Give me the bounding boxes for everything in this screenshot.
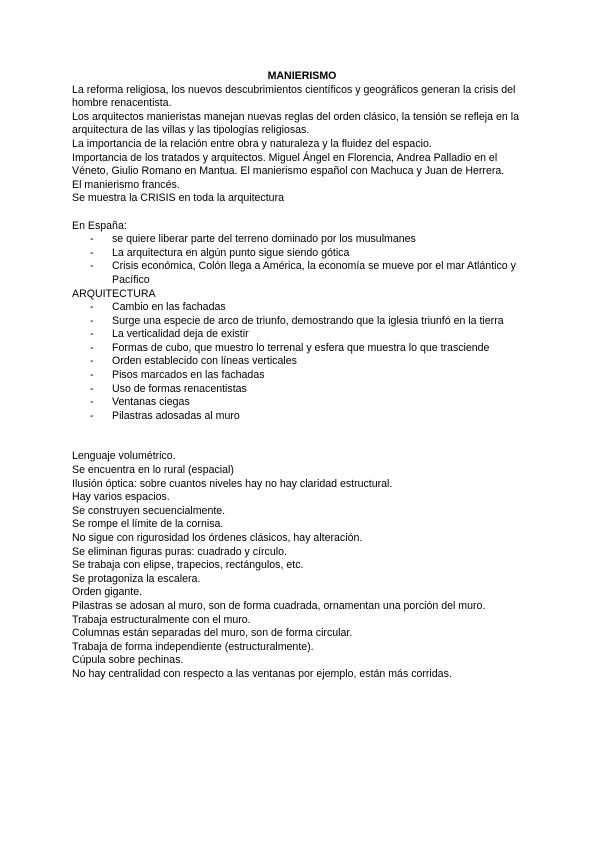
intro-section [72,84,532,206]
notes-section [72,450,532,681]
note-line: Orden gigante. [72,586,143,599]
note-line: Ilusión óptica: sobre cuantos niveles hay no hay claridad estructural. [72,477,393,490]
note-line: Trabaja estructuralmente con el muro. [72,613,251,626]
note-line: Lenguaje volumétrico. [72,450,176,463]
arquitectura-list [72,301,532,423]
list-item-text: - Ventanas ciegas [112,396,190,409]
list-item-text: - Uso de formas renacentistas [112,382,247,395]
list-item-text: - La arquitectura en algún punto sigue siendo gótica [112,246,350,259]
intro-paragraph: Se muestra la CRISIS en toda la arquitectura [72,192,284,205]
intro-paragraph: La importancia de la relación entre obra y naturaleza y la fluidez del espacio. [72,137,432,150]
spacer [72,206,532,220]
list-item-text: - Crisis económica, Colón llega a América, la economía se mueve por el mar Atlántico y Pacífico [112,260,516,286]
list-item-text: - Pisos marcados en las fachadas [112,369,265,382]
list-item [72,328,532,342]
document-title: MANIERISMO [267,70,337,82]
intro-paragraph: El manierismo francés. [72,178,180,191]
list-item [72,396,532,410]
espana-section [72,220,532,288]
list-item [72,342,532,356]
list-item [72,301,532,315]
list-item [72,233,532,247]
note-line: Se trabaja con elipse, trapecios, rectángulos, etc. [72,559,304,572]
list-item-text: - Orden establecido con líneas verticales [112,355,297,368]
list-item-text: - Pilastras adosadas al muro [112,409,240,422]
document-body [72,70,532,682]
note-line: Pilastras se adosan al muro, son de forma cuadrada, ornamentan una porción del muro. [72,599,486,612]
list-item [72,369,532,383]
list-item-text: - Surge una especie de arco de triunfo, demostrando que la iglesia triunfó en la tierra [112,314,504,327]
note-line: Se rompe el límite de la cornisa. [72,518,224,531]
arquitectura-section [72,288,532,424]
note-line: Se encuentra en lo rural (espacial) [72,464,234,477]
note-line: No hay centralidad con respecto a las ventanas por ejemplo, están más corridas. [72,667,452,680]
note-line: Trabaja de forma independiente (estructuralmente). [72,640,314,653]
espana-list [72,233,532,287]
note-line: No sigue con rigurosidad los órdenes clásicos, hay alteración. [72,532,363,544]
list-item [72,383,532,397]
intro-paragraph: Importancia de los tratados y arquitectos. Miguel Ángel en Florencia, Andrea Palladio en el Véneto, Giulio Romano en Mantua. El manierismo español con Machuca y Juan de Herrera. [72,151,505,178]
list-item-text: - La verticalidad deja de existir [112,328,249,341]
list-item [72,410,532,424]
list-item [72,260,532,287]
note-line: Cúpula sobre pechinas. [72,654,184,667]
list-item-text: - Formas de cubo, que muestro lo terrenal y esfera que muestra lo que trasciende [112,341,490,354]
list-item-text: - Cambio en las fachadas [112,301,226,314]
list-item [72,315,532,329]
list-item-text: - se quiere liberar parte del terreno dominado por los musulmanes [112,233,416,246]
spacer [72,423,532,450]
espana-heading: En España: [72,219,127,232]
note-line: Hay varios espacios. [72,491,170,504]
intro-paragraph: Los arquitectos manieristas manejan nuevas reglas del orden clásico, la tensión se refleja en la arquitectura de las villas y las tipologías religiosas. [72,110,519,137]
note-line: Se construyen secuencialmente. [72,504,226,517]
arquitectura-heading: ARQUITECTURA [72,287,156,300]
note-line: Se protagoniza la escalera. [72,572,201,585]
list-item [72,355,532,369]
note-line: Columnas están separadas del muro, son de forma circular. [72,627,353,640]
intro-paragraph: La reforma religiosa, los nuevos descubrimientos científicos y geográficos generan la crisis del hombre renacentista. [72,83,516,110]
list-item [72,247,532,261]
note-line: Se eliminan figuras puras: cuadrado y círculo. [72,545,287,558]
